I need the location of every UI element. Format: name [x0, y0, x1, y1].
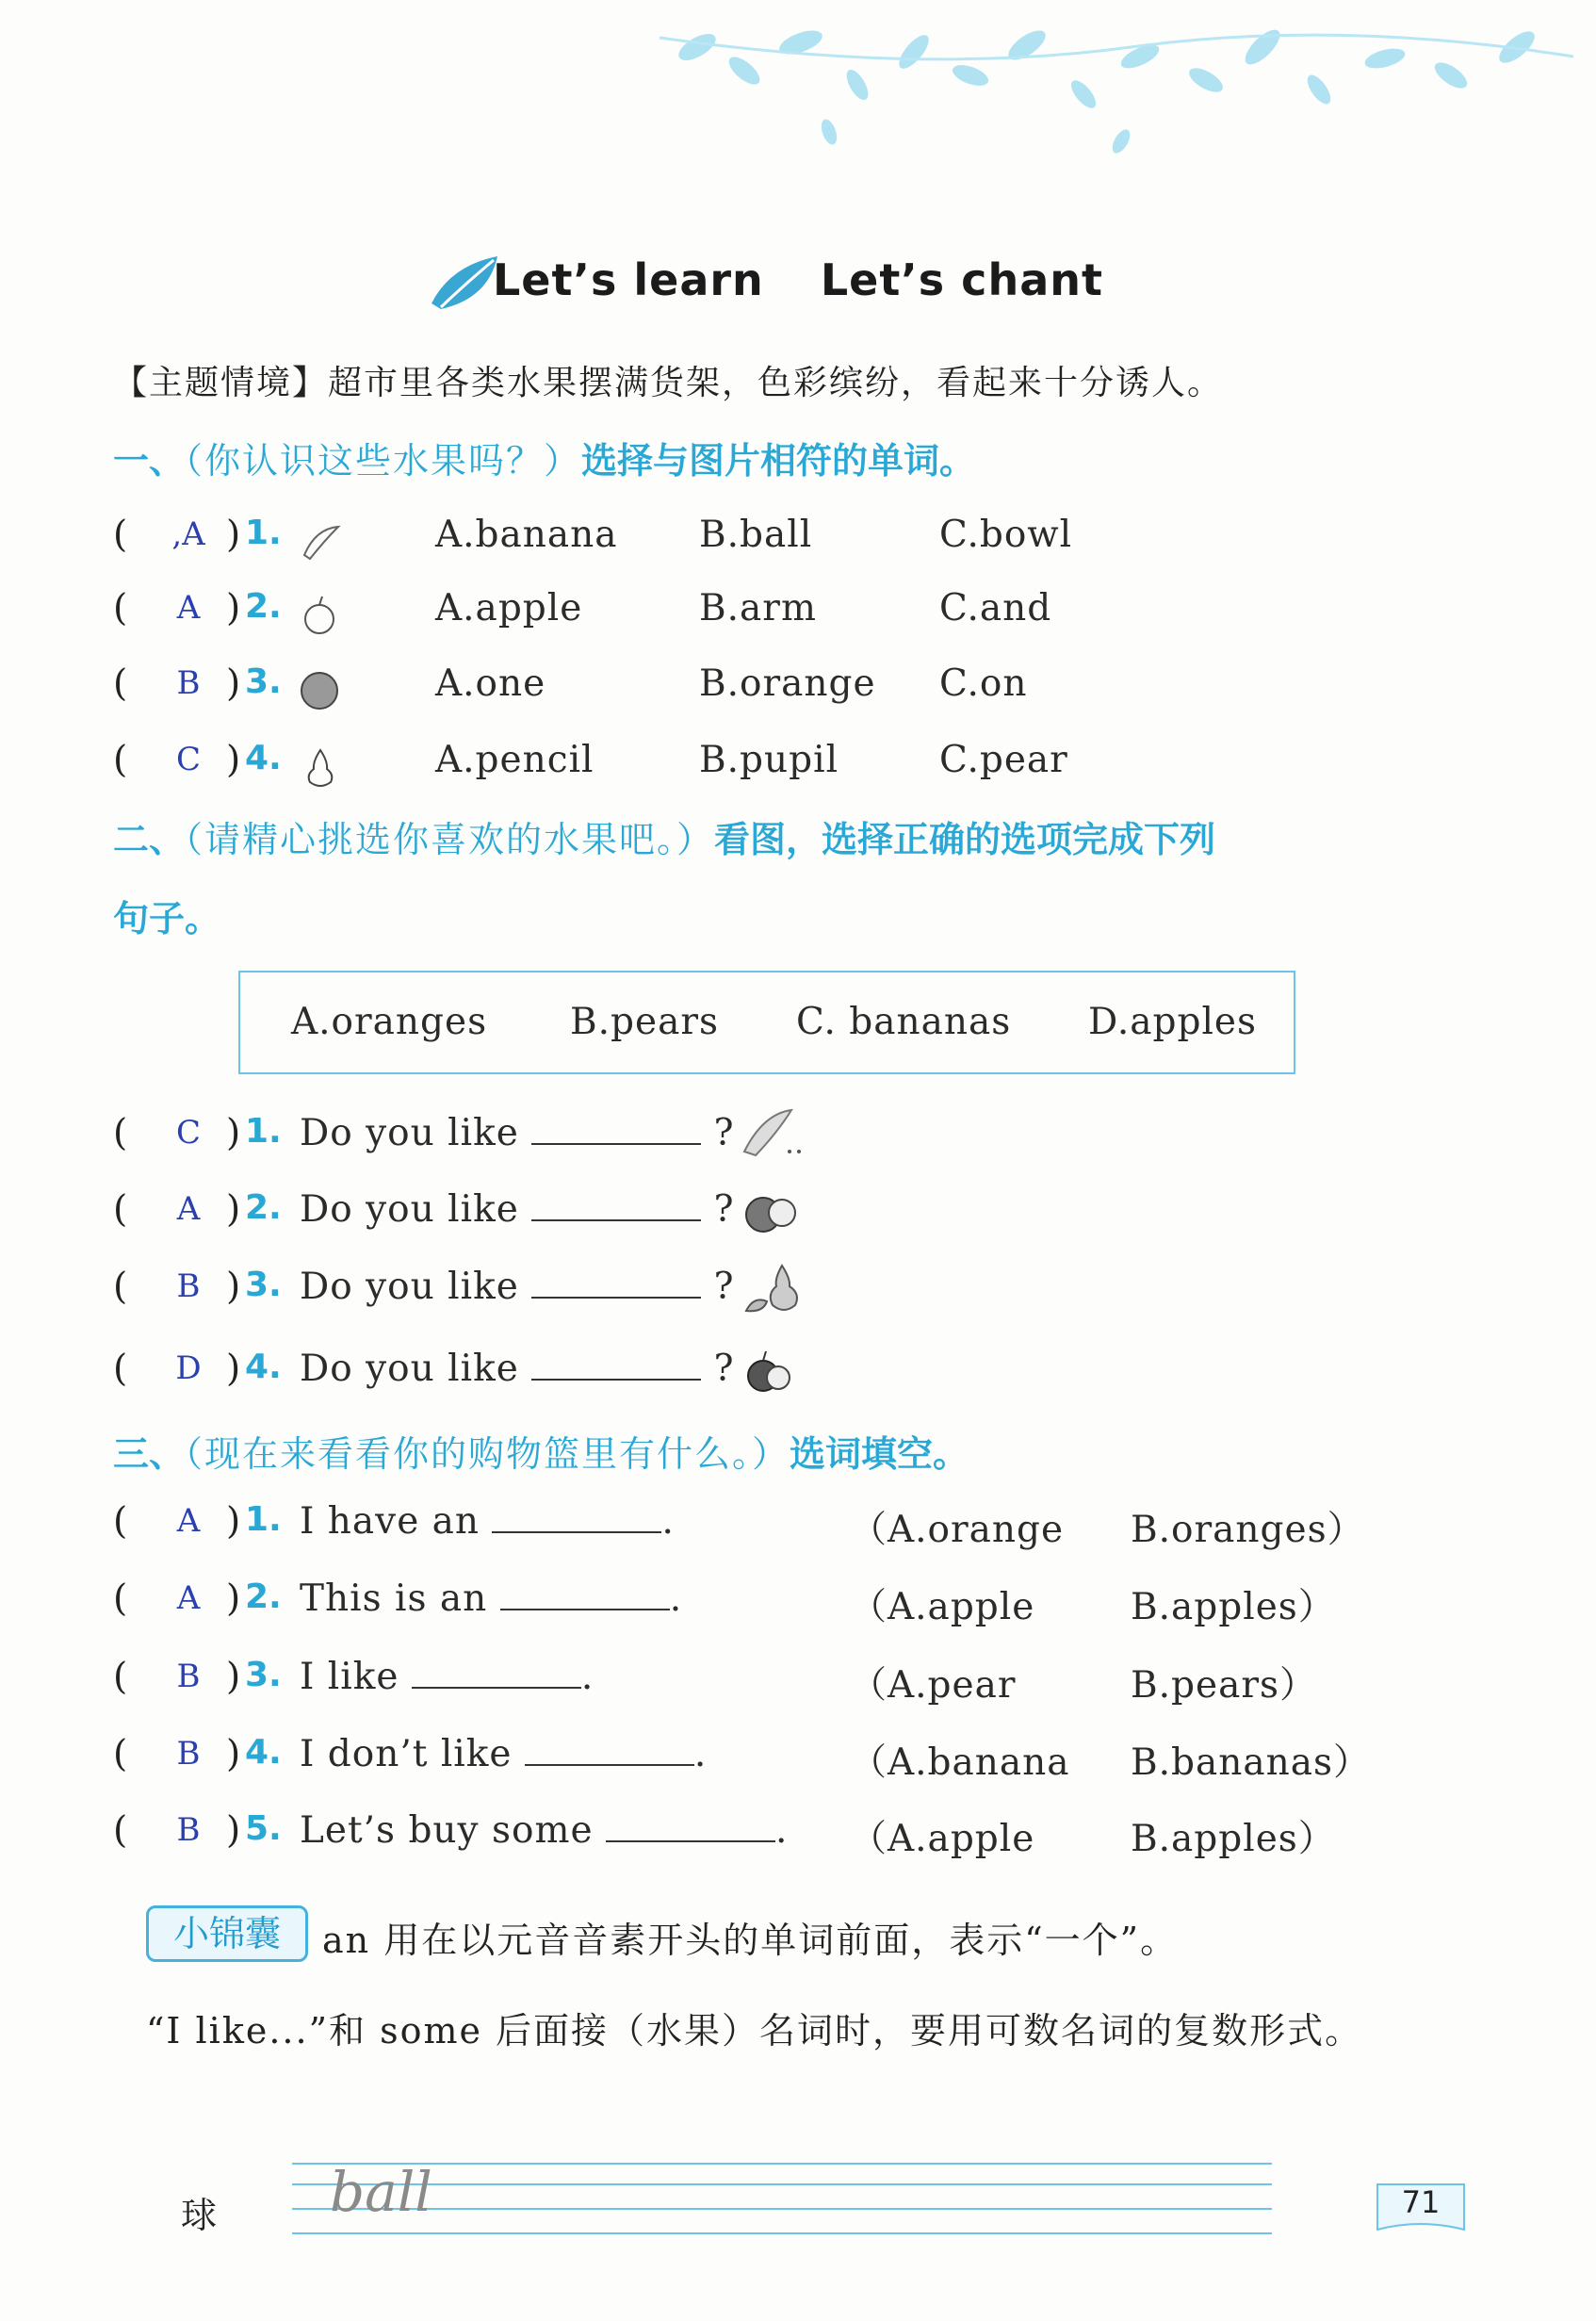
page-number: 71	[1401, 2184, 1441, 2220]
pear-icon	[297, 744, 344, 790]
apples-icon	[735, 1340, 808, 1400]
oranges-icon	[735, 1181, 808, 1241]
tip-badge: 小锦囊	[146, 1905, 308, 1962]
workbook-page: Let’s learn Let’s chant 【主题情境】超市里各类水果摆满货架，色彩缤纷，看起来十分诱人。 一、（你认识这些水果吗？）选择与图片相符的单词。 ( ,A ) 1. A.banana B.ball C.bowl ( A ) 2. A.apple B.arm C.and ( B ) 3. A.one B.orange C.on ( C ) 4. A.pencil B.pupil C.pear 二、（请精心挑选你喜欢的水果吧。）看图，选择正确的选项完成下列 句子。 A.oranges B.pears C. bananas D.apples ( C ) 1. Do you like ? ( A ) 2. Do you like ? ( B ) 3. Do you like ? ( D ) 4. Do you like ? 三、（现在来看看你的购物篮里有什么。）选词填空。 ( A ) 1. I have an . （A.orange B.oranges） ( A ) 2. This is an . （A.apple B.apples） ( B ) 3. I like . （A.pear B.pears） ( B ) 4. I don’t like . （A.banana B.bananas） ( B ) 5. Let’s buy some . （A.apple B.apples） 小锦囊 an 用在以元音音素开头的单词前面，表示“一个”。 “I like...”和 some 后面接（水果）名词时，要用可数名词的复数形式。 球 ball 71	[0, 0, 1596, 2321]
answer-blank[interactable]	[531, 1115, 701, 1145]
section1-prefix: 一、	[113, 440, 186, 482]
title-lets-chant: Let’s chant	[820, 254, 1103, 305]
handwritten-word: ball	[330, 2160, 432, 2224]
answer-blank[interactable]	[531, 1350, 701, 1381]
leaves-decoration-icon	[641, 19, 1583, 179]
tip-line-2: “I like...”和 some 后面接（水果）名词时，要用可数名词的复数形式。	[146, 2010, 1363, 2051]
bananas-icon	[735, 1104, 808, 1165]
answer-blank[interactable]	[500, 1580, 670, 1610]
section1-paren: （你认识这些水果吗？）	[185, 440, 582, 482]
answer-blank[interactable]	[531, 1268, 701, 1299]
word-options-box	[238, 971, 1295, 1074]
apple-icon	[297, 593, 344, 638]
section2-heading-cont: 句子。	[113, 898, 221, 940]
theme-context: 【主题情境】超市里各类水果摆满货架，色彩缤纷，看起来十分诱人。	[113, 364, 1224, 402]
section1-instruction: 选择与图片相符的单词。	[581, 440, 976, 482]
handwriting-lines[interactable]	[292, 2163, 1272, 2247]
banana-icon	[297, 519, 344, 564]
option-c: C. bananas	[796, 1001, 1012, 1043]
section2-heading: 二、（请精心挑选你喜欢的水果吧。）看图，选择正确的选项完成下列	[113, 819, 1216, 860]
section1-heading	[113, 432, 975, 483]
tip-line-1: an 用在以元音音素开头的单词前面，表示“一个”。	[322, 1920, 1179, 1961]
section3-heading: 三、（现在来看看你的购物篮里有什么。）选词填空。	[113, 1433, 969, 1475]
handwriting-label: 球	[181, 2195, 218, 2236]
page-title	[0, 254, 1596, 305]
pears-icon	[735, 1258, 808, 1318]
answer-blank[interactable]	[531, 1191, 701, 1221]
option-d: D.apples	[1088, 1001, 1258, 1043]
answer-blank[interactable]	[525, 1736, 694, 1766]
orange-icon	[297, 668, 344, 713]
answer: ,A	[171, 515, 205, 553]
option-a: A.oranges	[291, 1001, 488, 1043]
option-b: B.pears	[570, 1001, 720, 1043]
answer-blank[interactable]	[412, 1659, 581, 1689]
title-lets-learn: Let’s learn	[493, 254, 764, 305]
answer-blank[interactable]	[492, 1503, 661, 1533]
answer-blank[interactable]	[606, 1812, 775, 1842]
